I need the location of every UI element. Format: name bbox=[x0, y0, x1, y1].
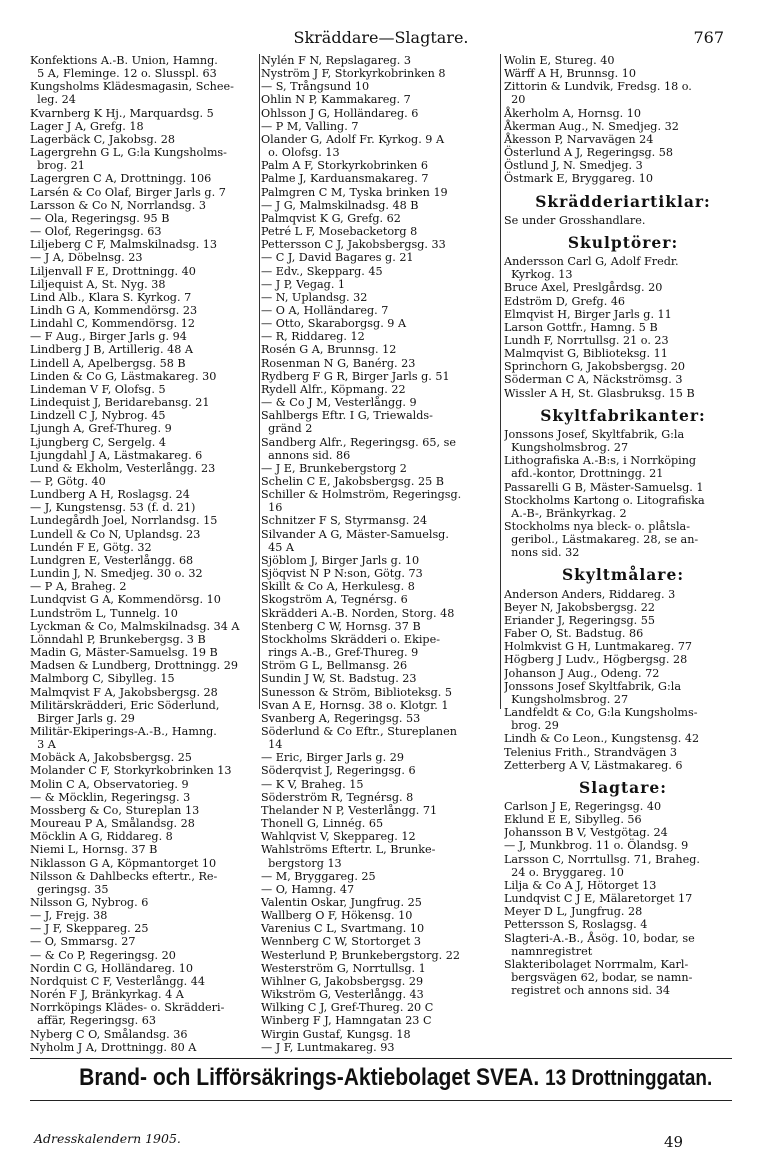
directory-entry: — M, Bryggareg. 25 bbox=[261, 869, 376, 883]
column-3 bbox=[504, 54, 742, 997]
directory-entry: — F Aug., Birger Jarls g. 94 bbox=[30, 330, 187, 344]
directory-entry: Söderlund & Co Eftr., Stureplanen bbox=[261, 724, 457, 738]
directory-entry: Kungsholmsbrog. 27 bbox=[504, 441, 629, 455]
directory-entry: o. Olofsg. 13 bbox=[261, 146, 340, 160]
directory-entry: Militärskrädderi, Eric Söderlund, bbox=[30, 698, 220, 712]
section-heading: Slagtare: bbox=[579, 777, 667, 797]
directory-entry: — P A, Braheg. 2 bbox=[30, 580, 127, 594]
directory-entry: Lagergrehn G L, G:la Kungsholms- bbox=[30, 146, 227, 160]
directory-entry: Sprinchorn G, Jakobsbergsg. 20 bbox=[504, 360, 686, 374]
directory-entry: Lager J A, Grefg. 18 bbox=[30, 119, 144, 133]
directory-columns bbox=[30, 54, 742, 1054]
directory-entry: Skogström A, Tegnérsg. 6 bbox=[261, 593, 408, 607]
column-divider bbox=[259, 54, 260, 709]
directory-entry: Wallberg O F, Hökensg. 10 bbox=[261, 909, 413, 923]
directory-entry: brog. 29 bbox=[504, 719, 559, 733]
directory-entry: — R, Riddareg. 12 bbox=[261, 330, 365, 344]
directory-entry: gränd 2 bbox=[261, 422, 313, 436]
directory-entry: — Edv., Skepparg. 45 bbox=[261, 264, 383, 278]
directory-entry: Lundgren E, Vesterlångg. 68 bbox=[30, 553, 194, 567]
directory-entry: Skrädderi A.-B. Norden, Storg. 48 bbox=[261, 606, 455, 620]
directory-entry: Lithografiska A.-B:s, i Norrköping bbox=[504, 454, 697, 468]
directory-entry: Lindahl C, Kommendörsg. 12 bbox=[30, 317, 195, 331]
directory-entry: Söderqvist J, Regeringsg. 6 bbox=[261, 764, 416, 778]
directory-entry: Varenius C L, Svartmang. 10 bbox=[261, 922, 425, 936]
directory-entry: Malmqvist G, Biblioteksg. 11 bbox=[504, 347, 668, 361]
directory-entry: rings A.-B., Gref-Thureg. 9 bbox=[261, 646, 419, 660]
directory-entry: namnregistret bbox=[504, 944, 593, 958]
directory-entry: Kvarnberg K Hj., Marquardsg. 5 bbox=[30, 106, 214, 120]
directory-entry: Stockholms Skrädderi o. Ekipe- bbox=[261, 632, 440, 646]
directory-entry: Ljungdahl J A, Lästmakareg. 6 bbox=[30, 448, 203, 462]
directory-entry: Liljequist A, St. Nyg. 38 bbox=[30, 277, 166, 291]
directory-entry: bergsvägen 62, bodar, se namn- bbox=[504, 971, 693, 984]
directory-entry: Lagergren C A, Drottningg. 106 bbox=[30, 172, 212, 186]
directory-entry: Landfeldt & Co, G:la Kungsholms- bbox=[504, 706, 698, 720]
directory-entry: Winberg F J, Hamngatan 23 C bbox=[261, 1014, 432, 1028]
page-title: Skräddare—Slagtare. bbox=[293, 28, 469, 47]
directory-entry: Skillt & Co A, Herkulesg. 8 bbox=[261, 580, 415, 594]
directory-entry: Westerlund P, Brunkebergstorg. 22 bbox=[261, 948, 460, 962]
directory-entry: Nyström J F, Storkyrkobrinken 8 bbox=[261, 67, 446, 81]
directory-entry: — Ola, Regeringsg. 95 B bbox=[30, 211, 170, 225]
directory-entry: Svanberg A, Regeringsg. 53 bbox=[261, 711, 421, 725]
directory-entry: Valentin Oskar, Jungfrug. 25 bbox=[261, 896, 422, 909]
directory-entry: Kungsholmsbrog. 27 bbox=[504, 692, 629, 706]
directory-entry: Larson Gottfr., Hamng. 5 B bbox=[504, 320, 658, 334]
directory-entry: Nordin C G, Holländareg. 10 bbox=[30, 961, 193, 975]
footer-sheet-number: 49 bbox=[664, 1133, 684, 1151]
directory-entry: 5 A, Fleminge. 12 o. Slusspl. 63 bbox=[30, 67, 217, 81]
directory-entry: Stenberg C W, Hornsg. 37 B bbox=[261, 619, 421, 633]
directory-entry: Nordquist C F, Vesterlångg. 44 bbox=[30, 974, 206, 988]
directory-entry: Ljungberg C, Sergelg. 4 bbox=[30, 435, 166, 449]
directory-entry: Sundin J W, St. Badstug. 23 bbox=[261, 672, 417, 686]
directory-entry: Wahlqvist V, Skeppareg. 12 bbox=[261, 830, 416, 844]
directory-entry: — O A, Holländareg. 7 bbox=[261, 303, 389, 317]
directory-entry: Silvander A G, Mäster-Samuelsg. bbox=[261, 527, 449, 541]
directory-entry: Niklasson G A, Köpmantorget 10 bbox=[30, 856, 217, 870]
section-heading: Skyltmålare: bbox=[561, 565, 685, 585]
directory-entry: 3 A bbox=[30, 738, 56, 752]
directory-entry: Åkerman Aug., N. Smedjeg. 32 bbox=[504, 119, 679, 133]
directory-entry: Meyer D L, Jungfrug. 28 bbox=[504, 905, 643, 919]
directory-entry: — Eric, Birger Jarls g. 29 bbox=[261, 751, 404, 765]
directory-entry: Edström D, Grefg. 46 bbox=[504, 294, 626, 308]
directory-entry: Liljeberg C F, Malmskilnadsg. 13 bbox=[30, 238, 218, 252]
directory-entry: — J E, Brunkebergstorg 2 bbox=[261, 461, 407, 475]
directory-entry: Wissler A H, St. Glasbruksg. 15 B bbox=[504, 386, 695, 400]
directory-entry: — P, Götg. 40 bbox=[30, 475, 106, 488]
directory-entry: Malmborg C, Sibylleg. 15 bbox=[30, 672, 175, 686]
directory-entry: Zittorin & Lundvik, Fredsg. 18 o. bbox=[504, 80, 692, 94]
directory-entry: Liljenvall F E, Drottningg. 40 bbox=[30, 264, 196, 278]
directory-entry: — Otto, Skaraborgsg. 9 A bbox=[261, 317, 407, 331]
directory-entry: Lundin J, N. Smedjeg. 30 o. 32 bbox=[30, 567, 203, 581]
directory-entry: Ljungh A, Gref-Thureg. 9 bbox=[30, 422, 172, 436]
directory-entry: Kyrkog. 13 bbox=[504, 268, 573, 282]
directory-entry: 14 bbox=[261, 738, 283, 752]
section-heading: Skyltfabrikanter: bbox=[540, 405, 706, 425]
directory-entry: — O, Hamng. 47 bbox=[261, 882, 355, 896]
directory-entry: Olander G, Adolf Fr. Kyrkog. 9 A bbox=[261, 132, 445, 146]
directory-entry: brog. 21 bbox=[30, 159, 85, 173]
directory-entry: Lundqvist G A, Kommendörsg. 10 bbox=[30, 593, 221, 607]
directory-entry: Sunesson & Ström, Biblioteksg. 5 bbox=[261, 685, 453, 699]
directory-entry: Lindh & Co Leon., Kungstensg. 42 bbox=[504, 732, 700, 746]
directory-entry: Palme J, Karduansmakareg. 7 bbox=[261, 172, 429, 186]
directory-entry: Wilking C J, Gref-Thureg. 20 C bbox=[261, 1001, 434, 1015]
directory-entry: Palm A F, Storkyrkobrinken 6 bbox=[261, 159, 428, 173]
directory-entry: Lindeman V F, Olofsg. 5 bbox=[30, 382, 166, 396]
directory-entry: Eklund E E, Sibylleg. 56 bbox=[504, 813, 642, 827]
directory-entry: Wennberg C W, Stortorget 3 bbox=[261, 935, 422, 949]
directory-entry: Lagerbäck C, Jakobsg. 28 bbox=[30, 132, 176, 146]
directory-entry: Niemi L, Hornsg. 37 B bbox=[30, 843, 158, 857]
directory-entry: Åkerholm A, Hornsg. 10 bbox=[504, 106, 641, 120]
directory-entry: Madsen & Lundberg, Drottningg. 29 bbox=[30, 659, 239, 673]
directory-entry: Rosén G A, Brunnsg. 12 bbox=[261, 343, 397, 357]
directory-entry: Mobäck A, Jakobsbergsg. 25 bbox=[30, 751, 192, 765]
directory-entry: Se under Grosshandlare. bbox=[504, 213, 646, 227]
directory-entry: bergstorg 13 bbox=[261, 856, 342, 870]
directory-entry: Lundén F E, Götg. 32 bbox=[30, 540, 152, 554]
directory-entry: Schnitzer F S, Styrmansg. 24 bbox=[261, 514, 428, 528]
directory-entry: — N, Uplandsg. 32 bbox=[261, 290, 368, 304]
directory-entry: Lundberg A H, Roslagsg. 24 bbox=[30, 488, 190, 502]
directory-entry: 24 o. Bryggareg. 10 bbox=[504, 865, 624, 879]
directory-entry: — J, Kungstensg. 53 (f. d. 21) bbox=[30, 501, 196, 515]
directory-entry: Lundh F, Norrtullsg. 21 o. 23 bbox=[504, 333, 669, 347]
directory-entry: — J F, Luntmakareg. 93 bbox=[261, 1040, 395, 1054]
directory-entry: — O, Smmarsg. 27 bbox=[30, 935, 136, 949]
directory-entry: Pettersson C J, Jakobsbergsg. 33 bbox=[261, 238, 446, 252]
directory-entry: Nylén F N, Repslagareg. 3 bbox=[261, 54, 411, 67]
directory-entry: — C J, David Bagares g. 21 bbox=[261, 251, 414, 265]
directory-entry: Lundell & Co N, Uplandsg. 23 bbox=[30, 527, 201, 541]
column-2 bbox=[261, 54, 499, 1054]
directory-entry: geribol., Lästmakareg. 28, se an- bbox=[504, 533, 699, 547]
directory-entry: Bruce Axel, Preslgårdsg. 20 bbox=[504, 281, 663, 295]
page-number: 767 bbox=[693, 28, 724, 47]
directory-entry: Schiller & Holmström, Regeringsg. bbox=[261, 488, 462, 502]
directory-entry: Moureau P A, Smålandsg. 28 bbox=[30, 817, 195, 831]
directory-entry: Ohlin N P, Kammakareg. 7 bbox=[261, 93, 411, 107]
directory-entry: Palmgren C M, Tyska brinken 19 bbox=[261, 185, 448, 199]
directory-entry: Schelin C E, Jakobsbergsg. 25 B bbox=[261, 475, 444, 488]
directory-entry: leg. 24 bbox=[30, 93, 76, 107]
directory-entry: Westerström G, Norrtullsg. 1 bbox=[261, 961, 426, 975]
directory-entry: Passarelli G B, Mäster-Samuelsg. 1 bbox=[504, 480, 704, 494]
directory-entry: — & Möcklin, Regeringsg. 3 bbox=[30, 790, 191, 804]
directory-entry: Rosenman N G, Banérg. 23 bbox=[261, 356, 416, 370]
directory-entry: Sjöblom J, Birger Jarls g. 10 bbox=[261, 553, 420, 567]
directory-entry: Linden & Co G, Lästmakareg. 30 bbox=[30, 369, 217, 383]
directory-entry: Carlson J E, Regeringsg. 40 bbox=[504, 799, 662, 813]
directory-entry: 20 bbox=[504, 93, 526, 107]
directory-entry: Lindh G A, Kommendörsg. 23 bbox=[30, 303, 198, 317]
directory-entry: Wirgin Gustaf, Kungsg. 18 bbox=[261, 1027, 411, 1041]
directory-entry: nons sid. 32 bbox=[504, 546, 580, 560]
directory-entry: registret och annons sid. 34 bbox=[504, 984, 670, 998]
directory-entry: Jonssons Josef Skyltfabrik, G:la bbox=[504, 679, 682, 693]
directory-entry: Lyckman & Co, Malmskilnadsg. 34 A bbox=[30, 619, 240, 633]
directory-entry: Konfektions A.-B. Union, Hamng. bbox=[30, 54, 218, 67]
directory-entry: Kungsholms Klädesmagasin, Schee- bbox=[30, 80, 234, 94]
directory-entry: Rydell Alfr., Köpmang. 22 bbox=[261, 382, 406, 396]
section-heading: Skulptörer: bbox=[567, 232, 679, 252]
directory-entry: Molander C F, Storkyrkobrinken 13 bbox=[30, 764, 232, 778]
column-divider bbox=[500, 54, 501, 709]
directory-entry: Wärff A H, Brunnsg. 10 bbox=[504, 67, 636, 81]
directory-entry: Madin G, Mäster-Samuelsg. 19 B bbox=[30, 646, 218, 660]
directory-entry: — P M, Valling. 7 bbox=[261, 119, 359, 133]
directory-entry: A.-B-, Bränkyrkag. 2 bbox=[504, 506, 627, 520]
directory-entry: Birger Jarls g. 29 bbox=[30, 711, 135, 725]
directory-entry: Lilja & Co A J, Hötorget 13 bbox=[504, 878, 657, 892]
page-header bbox=[0, 28, 762, 52]
directory-entry: Sjöqvist N P N:son, Götg. 73 bbox=[261, 567, 423, 581]
directory-entry: Wihlner G, Jakobsbergsg. 29 bbox=[261, 974, 424, 988]
directory-entry: — & Co P, Regeringsg. 20 bbox=[30, 948, 176, 962]
directory-entry: Ohlsson J G, Holländareg. 6 bbox=[261, 106, 419, 120]
directory-entry: Nyholm J A, Drottningg. 80 A bbox=[30, 1040, 197, 1054]
directory-entry: Högberg J Ludv., Högbergsg. 28 bbox=[504, 653, 688, 667]
section-heading: Skrädderiartiklar: bbox=[535, 191, 711, 211]
banner-top-rule bbox=[30, 1058, 732, 1059]
directory-entry: Lind Alb., Klara S. Kyrkog. 7 bbox=[30, 290, 192, 304]
directory-entry: afd.-kontor, Drottningg. 21 bbox=[504, 467, 664, 481]
directory-entry: Rydberg F G R, Birger Jarls g. 51 bbox=[261, 369, 450, 383]
directory-entry: Faber O, St. Badstug. 86 bbox=[504, 627, 644, 641]
directory-entry: Lönndahl P, Brunkebergsg. 3 B bbox=[30, 632, 206, 646]
directory-entry: Thelander N P, Vesterlångg. 71 bbox=[261, 803, 438, 817]
directory-entry: affär, Regeringsg. 63 bbox=[30, 1014, 157, 1028]
directory-entry: Anderson Anders, Riddareg. 3 bbox=[504, 587, 676, 601]
directory-entry: annons sid. 86 bbox=[261, 448, 351, 462]
directory-entry: — Olof, Regeringsg. 63 bbox=[30, 225, 162, 239]
directory-entry: Lindberg J B, Artillerig. 48 A bbox=[30, 343, 193, 357]
directory-entry: Beyer N, Jakobsbergsg. 22 bbox=[504, 600, 655, 614]
directory-entry: Lindell A, Apelbergsg. 58 B bbox=[30, 356, 186, 370]
directory-entry: Norén F J, Bränkyrkag. 4 A bbox=[30, 988, 184, 1002]
directory-entry: Svan A E, Hornsg. 38 o. Klotgr. 1 bbox=[261, 698, 449, 712]
directory-entry: Pettersson S, Roslagsg. 4 bbox=[504, 918, 648, 932]
directory-entry: Slagteri-A.-B., Åsög. 10, bodar, se bbox=[504, 931, 695, 945]
directory-entry: Slakteribolaget Norrmalm, Karl- bbox=[504, 957, 689, 971]
directory-entry: Elmqvist H, Birger Jarls g. 11 bbox=[504, 307, 672, 321]
directory-entry: Ström G L, Bellmansg. 26 bbox=[261, 659, 408, 673]
directory-entry: — K V, Braheg. 15 bbox=[261, 777, 364, 791]
directory-entry: Molin C A, Observatorieg. 9 bbox=[30, 777, 189, 791]
directory-entry: Wikström G, Vesterlångg. 43 bbox=[261, 988, 424, 1002]
footer-publication: Adresskalendern 1905. bbox=[34, 1131, 181, 1146]
directory-entry: Nilsson & Dahlbecks eftertr., Re- bbox=[30, 869, 218, 883]
directory-entry: Lindzell C J, Nybrog. 45 bbox=[30, 409, 166, 423]
directory-entry: Telenius Frith., Strandvägen 3 bbox=[504, 745, 677, 759]
directory-entry: Larsson & Co N, Norrlandsg. 3 bbox=[30, 198, 206, 212]
directory-entry: Eriander J, Regeringsg. 55 bbox=[504, 613, 655, 627]
directory-entry: Lundegårdh Joel, Norrlandsg. 15 bbox=[30, 514, 218, 528]
directory-entry: Nyberg C O, Smålandsg. 36 bbox=[30, 1027, 188, 1041]
directory-entry: — J, Munkbrog. 11 o. Ölandsg. 9 bbox=[504, 839, 689, 853]
directory-entry: Thonell G, Linnég. 65 bbox=[261, 817, 384, 831]
directory-entry: Johansson B V, Vestgötag. 24 bbox=[504, 826, 668, 840]
directory-entry: Lindequist J, Beridarebansg. 21 bbox=[30, 396, 210, 410]
directory-entry: Johanson J Aug., Odeng. 72 bbox=[504, 666, 660, 680]
directory-entry: Lundqvist C J E, Mälaretorget 17 bbox=[504, 892, 693, 906]
directory-entry: — J F, Skeppareg. 25 bbox=[30, 922, 149, 936]
directory-entry: Wahlströms Eftertr. L, Brunke- bbox=[261, 843, 436, 857]
directory-entry: — J, Frejg. 38 bbox=[30, 909, 108, 923]
directory-entry: Larsén & Co Olaf, Birger Jarls g. 7 bbox=[30, 185, 226, 199]
directory-entry: 16 bbox=[261, 501, 283, 515]
directory-entry: Österlund A J, Regeringsg. 58 bbox=[504, 146, 674, 160]
directory-entry: Norrköpings Klädes- o. Skrädderi- bbox=[30, 1001, 225, 1015]
directory-entry: Larsson C, Norrtullsg. 71, Braheg. bbox=[504, 852, 700, 866]
directory-entry: Zetterberg A V, Lästmakareg. 6 bbox=[504, 758, 683, 772]
directory-entry: Malmqvist F A, Jakobsbergsg. 28 bbox=[30, 685, 218, 699]
directory-entry: Andersson Carl G, Adolf Fredr. bbox=[504, 255, 679, 269]
directory-entry: — S, Trångsund 10 bbox=[261, 80, 370, 94]
directory-entry: — & Co J M, Vesterlångg. 9 bbox=[261, 396, 417, 410]
directory-entry: Holmkvist G H, Luntmakareg. 77 bbox=[504, 640, 693, 654]
directory-entry: Wolin E, Stureg. 40 bbox=[504, 54, 615, 67]
banner-bottom-rule bbox=[30, 1100, 732, 1101]
directory-entry: Lund & Ekholm, Vesterlångg. 23 bbox=[30, 461, 216, 475]
banner-company: Brand- och Lifförsäkrings-Aktiebolaget SVEA. bbox=[79, 1064, 540, 1091]
directory-entry: Åkesson P, Narvavägen 24 bbox=[504, 132, 654, 146]
directory-entry: — J P, Vegag. 1 bbox=[261, 277, 346, 291]
banner-address: 13 Drottninggatan. bbox=[545, 1065, 713, 1090]
directory-entry: Sandberg Alfr., Regeringsg. 65, se bbox=[261, 435, 456, 449]
directory-entry: — J A, Döbelnsg. 23 bbox=[30, 251, 143, 265]
directory-entry: Stockholms nya bleck- o. plåtsla- bbox=[504, 520, 690, 533]
directory-entry: Petré L F, Mosebacketorg 8 bbox=[261, 225, 418, 239]
advertisement-banner bbox=[79, 1064, 713, 1092]
directory-entry: Mossberg & Co, Stureplan 13 bbox=[30, 803, 200, 817]
directory-entry: Sahlbergs Eftr. I G, Triewalds- bbox=[261, 409, 433, 423]
directory-entry: Söderman C A, Näckströmsg. 3 bbox=[504, 373, 683, 387]
directory-entry: Militär-Ekiperings-A.-B., Hamng. bbox=[30, 724, 217, 738]
directory-entry: Östlund J, N. Smedjeg. 3 bbox=[504, 159, 643, 173]
directory-entry: 45 A bbox=[261, 540, 294, 554]
directory-entry: geringsg. 35 bbox=[30, 882, 109, 896]
directory-entry: Östmark E, Bryggareg. 10 bbox=[504, 172, 654, 186]
directory-entry: Nilsson G, Nybrog. 6 bbox=[30, 896, 149, 909]
directory-entry: Palmqvist K G, Grefg. 62 bbox=[261, 211, 401, 225]
column-1 bbox=[30, 54, 259, 1054]
directory-entry: Lundström L, Tunnelg. 10 bbox=[30, 606, 178, 620]
directory-entry: Stockholms Kartong o. Litografiska bbox=[504, 493, 705, 507]
directory-entry: Söderström R, Tegnérsg. 8 bbox=[261, 790, 414, 804]
directory-entry: Jonssons Josef, Skyltfabrik, G:la bbox=[504, 427, 685, 441]
directory-entry: — J G, Malmskilnadsg. 48 B bbox=[261, 198, 419, 212]
directory-entry: Möcklin A G, Riddareg. 8 bbox=[30, 830, 173, 844]
